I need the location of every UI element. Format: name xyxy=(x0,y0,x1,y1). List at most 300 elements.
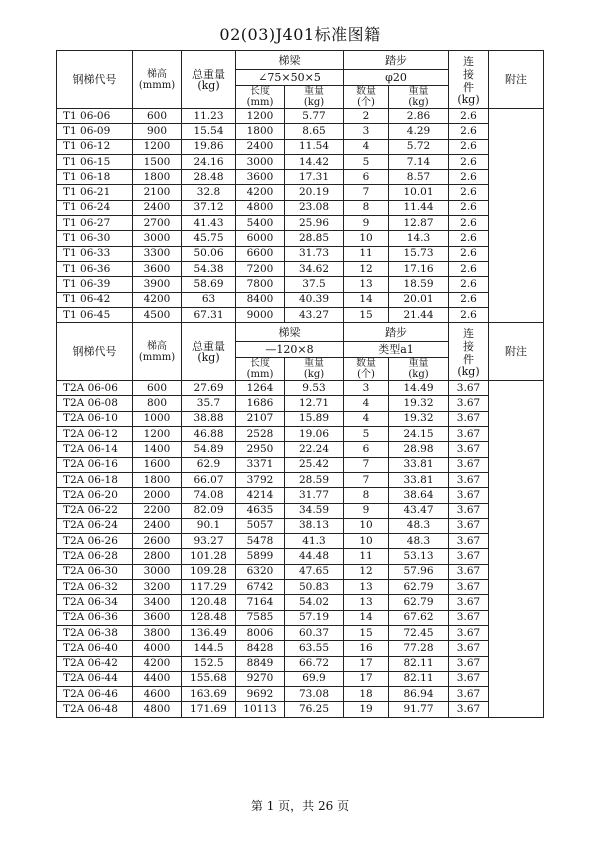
cell-tread-weight: 43.47 xyxy=(389,503,449,518)
col-header-total-weight-line: (kg) xyxy=(197,350,220,364)
col-header-height-line: (mmm) xyxy=(138,79,176,91)
cell-tread-weight: 62.79 xyxy=(389,595,449,610)
cell-beam-weight: 11.54 xyxy=(285,139,344,154)
cell-beam-weight: 60.37 xyxy=(285,625,344,640)
cell-connector: 3.67 xyxy=(449,518,489,533)
table-row xyxy=(57,231,544,246)
cell-beam-weight: 17.31 xyxy=(285,170,344,185)
cell-beam-length: 5899 xyxy=(236,549,285,564)
cell-total-weight: 136.49 xyxy=(182,625,236,640)
col-header-total-weight xyxy=(182,323,236,381)
cell-tread-weight: 53.13 xyxy=(389,549,449,564)
cell-height: 4000 xyxy=(133,641,182,656)
cell-height: 2800 xyxy=(133,549,182,564)
cell-tread-qty: 4 xyxy=(344,139,389,154)
col-header-beam-length-line: (mm) xyxy=(246,97,274,108)
cell-height: 2600 xyxy=(133,534,182,549)
table-row xyxy=(57,472,544,487)
col-header-height-line: 梯高 xyxy=(147,340,167,352)
cell-tread-weight: 2.86 xyxy=(389,109,449,124)
cell-connector: 3.67 xyxy=(449,671,489,686)
cell-code: T1 06-12 xyxy=(57,139,133,154)
cell-total-weight: 117.29 xyxy=(182,580,236,595)
table-row xyxy=(57,595,544,610)
cell-tread-qty: 8 xyxy=(344,488,389,503)
table-row xyxy=(57,625,544,640)
cell-beam-length: 4214 xyxy=(236,488,285,503)
cell-total-weight: 171.69 xyxy=(182,702,236,717)
cell-beam-length: 6000 xyxy=(236,231,285,246)
cell-code: T1 06-09 xyxy=(57,124,133,139)
cell-tread-weight: 77.28 xyxy=(389,641,449,656)
cell-connector: 2.6 xyxy=(449,154,489,169)
cell-tread-qty: 13 xyxy=(344,277,389,292)
table-row xyxy=(57,154,544,169)
col-header-connector-unit: (kg) xyxy=(457,92,480,106)
cell-connector: 3.67 xyxy=(449,457,489,472)
cell-tread-qty: 17 xyxy=(344,671,389,686)
col-header-beam-length-line: 长度 xyxy=(250,86,270,97)
cell-code: T2A 06-08 xyxy=(57,396,133,411)
table-row xyxy=(57,457,544,472)
cell-tread-weight: 91.77 xyxy=(389,702,449,717)
cell-beam-weight: 73.08 xyxy=(285,687,344,702)
cell-total-weight: 27.69 xyxy=(182,381,236,396)
cell-tread-qty: 6 xyxy=(344,442,389,457)
table-row xyxy=(57,216,544,231)
cell-height: 2400 xyxy=(133,518,182,533)
cell-total-weight: 144.5 xyxy=(182,641,236,656)
cell-tread-weight: 82.11 xyxy=(389,671,449,686)
cell-code: T2A 06-30 xyxy=(57,564,133,579)
cell-code: T2A 06-24 xyxy=(57,518,133,533)
cell-height: 2400 xyxy=(133,200,182,215)
cell-beam-weight: 47.65 xyxy=(285,564,344,579)
cell-tread-qty: 7 xyxy=(344,185,389,200)
cell-beam-weight: 34.62 xyxy=(285,261,344,276)
cell-beam-length: 7200 xyxy=(236,261,285,276)
cell-beam-length: 3792 xyxy=(236,472,285,487)
cell-total-weight: 19.86 xyxy=(182,139,236,154)
cell-beam-length: 2528 xyxy=(236,427,285,442)
table-row xyxy=(57,702,544,717)
cell-tread-qty: 12 xyxy=(344,564,389,579)
cell-connector: 3.67 xyxy=(449,610,489,625)
cell-code: T2A 06-48 xyxy=(57,702,133,717)
cell-beam-length: 9692 xyxy=(236,687,285,702)
col-header-tread-weight-line: (kg) xyxy=(408,369,429,381)
col-header-tread-qty-line: (个) xyxy=(357,369,375,381)
cell-beam-length: 4800 xyxy=(236,200,285,215)
col-header-tread-weight-line: 重量 xyxy=(408,86,429,97)
cell-connector: 2.6 xyxy=(449,277,489,292)
col-header-connector xyxy=(449,51,489,109)
cell-code: T2A 06-46 xyxy=(57,687,133,702)
cell-beam-weight: 25.42 xyxy=(285,457,344,472)
cell-tread-weight: 62.79 xyxy=(389,580,449,595)
table-row xyxy=(57,503,544,518)
cell-code: T2A 06-34 xyxy=(57,595,133,610)
cell-connector: 2.6 xyxy=(449,246,489,261)
cell-connector: 3.67 xyxy=(449,702,489,717)
cell-height: 3000 xyxy=(133,231,182,246)
table-body xyxy=(57,51,544,718)
cell-height: 3600 xyxy=(133,610,182,625)
cell-code: T2A 06-22 xyxy=(57,503,133,518)
cell-connector: 2.6 xyxy=(449,231,489,246)
cell-total-weight: 66.07 xyxy=(182,472,236,487)
cell-height: 600 xyxy=(133,109,182,124)
col-header-beam-weight-line: (kg) xyxy=(303,369,325,381)
cell-tread-weight: 7.14 xyxy=(389,154,449,169)
cell-tread-weight: 38.64 xyxy=(389,488,449,503)
cell-tread-qty: 11 xyxy=(344,246,389,261)
ladder-spec-table xyxy=(56,50,544,718)
cell-beam-length: 6742 xyxy=(236,580,285,595)
cell-code: T1 06-45 xyxy=(57,307,133,322)
col-header-beam-weight-line: (kg) xyxy=(303,97,325,108)
cell-tread-qty: 3 xyxy=(344,124,389,139)
table-row xyxy=(57,564,544,579)
cell-height: 3900 xyxy=(133,277,182,292)
cell-beam-length: 8428 xyxy=(236,641,285,656)
beam-spec: —120×8 xyxy=(236,342,344,358)
col-header-beam-length xyxy=(236,358,285,381)
cell-tread-qty: 10 xyxy=(344,534,389,549)
cell-tread-weight: 33.81 xyxy=(389,472,449,487)
cell-beam-weight: 12.71 xyxy=(285,396,344,411)
col-header-height xyxy=(133,51,182,109)
cell-connector: 3.67 xyxy=(449,472,489,487)
table-row xyxy=(57,170,544,185)
cell-tread-weight: 33.81 xyxy=(389,457,449,472)
cell-height: 2700 xyxy=(133,216,182,231)
cell-tread-qty: 9 xyxy=(344,503,389,518)
col-header-connector-label: 连接件 xyxy=(463,326,474,366)
col-header-tread: 踏步 xyxy=(344,323,449,342)
table-row xyxy=(57,656,544,671)
col-header-total-weight xyxy=(182,51,236,109)
cell-tread-qty: 7 xyxy=(344,472,389,487)
cell-code: T2A 06-26 xyxy=(57,534,133,549)
cell-height: 2000 xyxy=(133,488,182,503)
table-row xyxy=(57,687,544,702)
cell-height: 3000 xyxy=(133,564,182,579)
cell-height: 4400 xyxy=(133,671,182,686)
col-header-connector xyxy=(449,323,489,381)
cell-tread-qty: 10 xyxy=(344,518,389,533)
cell-beam-weight: 41.3 xyxy=(285,534,344,549)
table-row xyxy=(57,277,544,292)
cell-beam-length: 5478 xyxy=(236,534,285,549)
cell-height: 900 xyxy=(133,124,182,139)
cell-beam-length: 1200 xyxy=(236,109,285,124)
cell-beam-weight: 34.59 xyxy=(285,503,344,518)
cell-beam-weight: 20.19 xyxy=(285,185,344,200)
cell-beam-length: 2107 xyxy=(236,411,285,426)
cell-connector: 3.67 xyxy=(449,549,489,564)
cell-code: T2A 06-44 xyxy=(57,671,133,686)
cell-tread-qty: 6 xyxy=(344,170,389,185)
cell-beam-length: 1686 xyxy=(236,396,285,411)
cell-connector: 2.6 xyxy=(449,307,489,322)
cell-connector: 3.67 xyxy=(449,427,489,442)
cell-beam-weight: 66.72 xyxy=(285,656,344,671)
cell-tread-weight: 18.59 xyxy=(389,277,449,292)
cell-total-weight: 67.31 xyxy=(182,307,236,322)
cell-total-weight: 45.75 xyxy=(182,231,236,246)
cell-beam-length: 8400 xyxy=(236,292,285,307)
cell-connector: 2.6 xyxy=(449,200,489,215)
table-row xyxy=(57,411,544,426)
cell-beam-length: 9270 xyxy=(236,671,285,686)
cell-code: T2A 06-40 xyxy=(57,641,133,656)
col-header-beam: 梯梁 xyxy=(236,51,344,70)
cell-beam-length: 4200 xyxy=(236,185,285,200)
cell-total-weight: 54.38 xyxy=(182,261,236,276)
table-row xyxy=(57,109,544,124)
col-header-total-weight-line: 总重量 xyxy=(192,67,225,81)
cell-height: 4200 xyxy=(133,292,182,307)
cell-connector: 2.6 xyxy=(449,124,489,139)
table-row xyxy=(57,261,544,276)
cell-connector: 3.67 xyxy=(449,503,489,518)
cell-height: 1200 xyxy=(133,427,182,442)
cell-code: T2A 06-18 xyxy=(57,472,133,487)
cell-tread-qty: 7 xyxy=(344,457,389,472)
cell-tread-weight: 10.01 xyxy=(389,185,449,200)
cell-beam-weight: 37.5 xyxy=(285,277,344,292)
cell-total-weight: 24.16 xyxy=(182,154,236,169)
cell-beam-length: 3600 xyxy=(236,170,285,185)
cell-total-weight: 82.09 xyxy=(182,503,236,518)
table-row xyxy=(57,200,544,215)
cell-connector: 3.67 xyxy=(449,442,489,457)
cell-beam-weight: 69.9 xyxy=(285,671,344,686)
cell-beam-weight: 9.53 xyxy=(285,381,344,396)
col-header-tread-qty xyxy=(344,358,389,381)
cell-beam-length: 8006 xyxy=(236,625,285,640)
cell-height: 3800 xyxy=(133,625,182,640)
cell-beam-weight: 57.19 xyxy=(285,610,344,625)
cell-total-weight: 128.48 xyxy=(182,610,236,625)
cell-beam-length: 3000 xyxy=(236,154,285,169)
cell-beam-weight: 31.77 xyxy=(285,488,344,503)
cell-connector: 3.67 xyxy=(449,687,489,702)
cell-tread-qty: 8 xyxy=(344,200,389,215)
cell-code: T1 06-24 xyxy=(57,200,133,215)
cell-beam-weight: 54.02 xyxy=(285,595,344,610)
cell-total-weight: 163.69 xyxy=(182,687,236,702)
cell-height: 1800 xyxy=(133,170,182,185)
cell-tread-qty: 12 xyxy=(344,261,389,276)
cell-code: T2A 06-14 xyxy=(57,442,133,457)
cell-connector: 3.67 xyxy=(449,595,489,610)
cell-connector: 3.67 xyxy=(449,534,489,549)
table-row xyxy=(57,396,544,411)
cell-total-weight: 38.88 xyxy=(182,411,236,426)
cell-beam-length: 9000 xyxy=(236,307,285,322)
table-row xyxy=(57,534,544,549)
remark-cell xyxy=(489,109,544,323)
cell-tread-qty: 11 xyxy=(344,549,389,564)
cell-total-weight: 63 xyxy=(182,292,236,307)
cell-code: T1 06-27 xyxy=(57,216,133,231)
cell-total-weight: 58.69 xyxy=(182,277,236,292)
remark-cell xyxy=(489,381,544,718)
cell-height: 2200 xyxy=(133,503,182,518)
table-row xyxy=(57,381,544,396)
cell-connector: 3.67 xyxy=(449,411,489,426)
table-row xyxy=(57,518,544,533)
cell-total-weight: 37.12 xyxy=(182,200,236,215)
cell-beam-weight: 23.08 xyxy=(285,200,344,215)
col-header-height-line: 梯高 xyxy=(147,68,167,80)
table-row xyxy=(57,671,544,686)
col-header-beam: 梯梁 xyxy=(236,323,344,342)
cell-tread-qty: 4 xyxy=(344,396,389,411)
table-row xyxy=(57,307,544,322)
cell-code: T1 06-39 xyxy=(57,277,133,292)
cell-code: T2A 06-36 xyxy=(57,610,133,625)
cell-connector: 2.6 xyxy=(449,292,489,307)
col-header-tread-qty-line: (个) xyxy=(357,97,375,108)
table-row xyxy=(57,580,544,595)
cell-beam-weight: 76.25 xyxy=(285,702,344,717)
cell-total-weight: 32.8 xyxy=(182,185,236,200)
col-header-beam-length-line: (mm) xyxy=(246,369,274,381)
cell-height: 600 xyxy=(133,381,182,396)
cell-code: T2A 06-16 xyxy=(57,457,133,472)
cell-tread-weight: 4.29 xyxy=(389,124,449,139)
cell-connector: 3.67 xyxy=(449,641,489,656)
cell-total-weight: 120.48 xyxy=(182,595,236,610)
col-header-code: 钢梯代号 xyxy=(57,323,133,381)
cell-beam-weight: 14.42 xyxy=(285,154,344,169)
cell-height: 4500 xyxy=(133,307,182,322)
cell-connector: 3.67 xyxy=(449,396,489,411)
cell-code: T2A 06-38 xyxy=(57,625,133,640)
page-footer: 第 1 页，共 26 页 xyxy=(250,799,350,813)
cell-beam-weight: 50.83 xyxy=(285,580,344,595)
cell-total-weight: 93.27 xyxy=(182,534,236,549)
cell-beam-length: 7585 xyxy=(236,610,285,625)
cell-beam-weight: 15.89 xyxy=(285,411,344,426)
tread-spec: 类型a1 xyxy=(344,342,449,358)
remark-column: 附注 xyxy=(489,323,544,381)
col-header-tread-qty xyxy=(344,86,389,109)
table-row xyxy=(57,488,544,503)
cell-tread-weight: 12.87 xyxy=(389,216,449,231)
cell-beam-length: 10113 xyxy=(236,702,285,717)
cell-height: 1500 xyxy=(133,154,182,169)
cell-total-weight: 54.89 xyxy=(182,442,236,457)
cell-code: T1 06-30 xyxy=(57,231,133,246)
col-header-beam-length xyxy=(236,86,285,109)
cell-beam-weight: 40.39 xyxy=(285,292,344,307)
cell-tread-weight: 86.94 xyxy=(389,687,449,702)
cell-beam-weight: 19.06 xyxy=(285,427,344,442)
col-header-total-weight-line: (kg) xyxy=(197,78,220,92)
cell-code: T2A 06-06 xyxy=(57,381,133,396)
cell-tread-qty: 10 xyxy=(344,231,389,246)
col-header-beam-length-line: 长度 xyxy=(250,358,270,370)
table-row xyxy=(57,427,544,442)
table-row xyxy=(57,442,544,457)
cell-tread-qty: 13 xyxy=(344,595,389,610)
cell-beam-length: 2400 xyxy=(236,139,285,154)
col-header-tread: 踏步 xyxy=(344,51,449,70)
cell-total-weight: 50.06 xyxy=(182,246,236,261)
cell-tread-weight: 82.11 xyxy=(389,656,449,671)
table-row xyxy=(57,610,544,625)
cell-height: 3200 xyxy=(133,580,182,595)
table-row xyxy=(57,185,544,200)
col-header-connector-label: 连接件 xyxy=(463,54,474,94)
cell-tread-qty: 4 xyxy=(344,411,389,426)
cell-beam-length: 7164 xyxy=(236,595,285,610)
col-header-beam-weight xyxy=(285,86,344,109)
cell-tread-weight: 17.16 xyxy=(389,261,449,276)
col-header-beam-weight xyxy=(285,358,344,381)
cell-tread-weight: 48.3 xyxy=(389,534,449,549)
cell-beam-length: 6600 xyxy=(236,246,285,261)
cell-tread-weight: 48.3 xyxy=(389,518,449,533)
col-header-beam-weight-line: 重量 xyxy=(304,86,324,97)
table-row xyxy=(57,292,544,307)
cell-beam-weight: 5.77 xyxy=(285,109,344,124)
cell-height: 3600 xyxy=(133,261,182,276)
cell-tread-weight: 67.62 xyxy=(389,610,449,625)
cell-code: T2A 06-32 xyxy=(57,580,133,595)
cell-tread-qty: 3 xyxy=(344,381,389,396)
table-row xyxy=(57,641,544,656)
cell-tread-qty: 15 xyxy=(344,625,389,640)
cell-tread-qty: 19 xyxy=(344,702,389,717)
cell-total-weight: 90.1 xyxy=(182,518,236,533)
table-row xyxy=(57,139,544,154)
cell-beam-weight: 43.27 xyxy=(285,307,344,322)
cell-beam-weight: 28.59 xyxy=(285,472,344,487)
cell-beam-weight: 25.96 xyxy=(285,216,344,231)
cell-code: T2A 06-20 xyxy=(57,488,133,503)
col-header-total-weight-line: 总重量 xyxy=(192,339,225,353)
cell-tread-weight: 72.45 xyxy=(389,625,449,640)
cell-tread-qty: 15 xyxy=(344,307,389,322)
tread-spec: φ20 xyxy=(344,70,449,86)
cell-code: T1 06-33 xyxy=(57,246,133,261)
cell-tread-weight: 14.3 xyxy=(389,231,449,246)
cell-code: T1 06-18 xyxy=(57,170,133,185)
header-row xyxy=(57,51,544,70)
cell-beam-weight: 38.13 xyxy=(285,518,344,533)
cell-tread-weight: 19.32 xyxy=(389,411,449,426)
cell-tread-qty: 5 xyxy=(344,154,389,169)
col-header-tread-weight-line: 重量 xyxy=(408,358,429,370)
col-header-height xyxy=(133,323,182,381)
col-header-beam-weight-line: 重量 xyxy=(304,358,324,370)
cell-tread-qty: 2 xyxy=(344,109,389,124)
cell-tread-weight: 21.44 xyxy=(389,307,449,322)
cell-total-weight: 28.48 xyxy=(182,170,236,185)
cell-total-weight: 109.28 xyxy=(182,564,236,579)
cell-beam-length: 5400 xyxy=(236,216,285,231)
cell-code: T1 06-06 xyxy=(57,109,133,124)
cell-tread-weight: 57.96 xyxy=(389,564,449,579)
col-header-tread-weight-line: (kg) xyxy=(408,97,429,108)
cell-tread-qty: 16 xyxy=(344,641,389,656)
cell-tread-weight: 24.15 xyxy=(389,427,449,442)
